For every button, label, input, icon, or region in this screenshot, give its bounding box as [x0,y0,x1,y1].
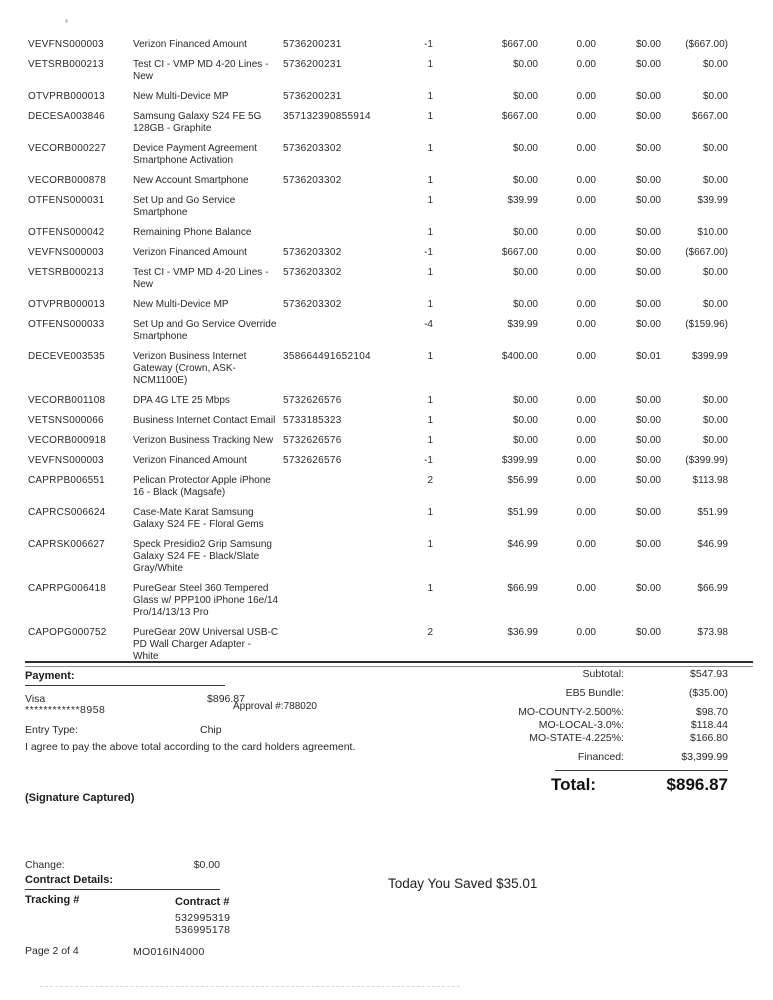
entry-type-label: Entry Type: [25,724,78,736]
item-discount: 0.00 [576,59,596,70]
item-sku: OTFENS000031 [28,195,105,206]
change-value: $0.00 [193,859,220,871]
item-ext-price: ($667.00) [685,247,728,258]
line-item-row [28,580,728,624]
item-discount: 0.00 [576,627,596,638]
item-qty: 1 [427,111,433,122]
contract-numbers-list [175,912,230,936]
change-label: Change: [25,859,65,871]
item-serial: 5736200231 [283,39,342,50]
line-item-row [28,192,728,224]
item-sku: VEVFNS000003 [28,39,104,50]
item-discount: 0.00 [576,39,596,50]
totals-row [398,732,728,744]
totals-row-label: MO-COUNTY-2.500%: [518,706,624,718]
grand-total-value: $896.87 [666,775,728,794]
item-description: New Account Smartphone [133,175,249,186]
totals-row [398,687,728,699]
item-sku: VETSNS000066 [28,415,104,426]
item-ext-price: $0.00 [702,91,728,102]
item-unit-price: $667.00 [501,111,538,122]
item-discount: 0.00 [576,319,596,330]
item-discount: 0.00 [576,435,596,446]
item-ext-price: $0.00 [702,415,728,426]
item-description: New Multi-Device MP [133,91,229,102]
item-tax: $0.00 [635,435,661,446]
item-tax: $0.00 [635,175,661,186]
line-item-row [28,224,728,244]
item-sku: OTVPRB000013 [28,91,105,102]
item-unit-price: $39.99 [507,319,538,330]
item-description: Speck Presidio2 Grip Samsung Galaxy S24 FE - Black/Slate Gray/White [133,539,272,574]
item-serial: 5736203302 [283,299,342,310]
item-description: Test CI - VMP MD 4-20 Lines - New [133,59,269,82]
grand-total-row [398,775,728,795]
line-item-row [28,296,728,316]
totals-row-label: EB5 Bundle: [565,687,624,699]
item-unit-price: $0.00 [512,59,538,70]
payment-amount: $896.87 [207,693,245,705]
item-description: Device Payment Agreement Smartphone Activation [133,143,257,166]
item-unit-price: $36.99 [507,627,538,638]
item-ext-price: $0.00 [702,267,728,278]
item-discount: 0.00 [576,475,596,486]
item-discount: 0.00 [576,415,596,426]
item-ext-price: $46.99 [697,539,728,550]
item-tax: $0.00 [635,195,661,206]
item-ext-price: $51.99 [697,507,728,518]
item-discount: 0.00 [576,143,596,154]
item-qty: 1 [427,91,433,102]
item-serial: 5736200231 [283,91,342,102]
item-unit-price: $46.99 [507,539,538,550]
item-discount: 0.00 [576,395,596,406]
item-description: Samsung Galaxy S24 FE 5G 128GB - Graphite [133,111,262,134]
item-serial: 5736203302 [283,175,342,186]
item-sku: DECESA003846 [28,111,105,122]
item-tax: $0.01 [635,351,661,362]
item-sku: OTFENS000033 [28,319,105,330]
item-tax: $0.00 [635,455,661,466]
item-description: Verizon Business Internet Gateway (Crown, ASK-NCM1100E) [133,351,247,386]
totals-row [398,706,728,718]
item-discount: 0.00 [576,111,596,122]
item-unit-price: $0.00 [512,415,538,426]
line-item-row [28,264,728,296]
item-qty: 1 [427,267,433,278]
item-unit-price: $39.99 [507,195,538,206]
item-discount: 0.00 [576,507,596,518]
item-discount: 0.00 [576,299,596,310]
line-item-row [28,140,728,172]
totals-row [398,668,728,680]
item-tax: $0.00 [635,395,661,406]
item-qty: -1 [424,455,433,466]
item-qty: -1 [424,247,433,258]
totals-row-value: $118.44 [690,719,728,731]
item-tax: $0.00 [635,247,661,258]
item-tax: $0.00 [635,267,661,278]
item-tax: $0.00 [635,415,661,426]
item-description: Verizon Financed Amount [133,247,247,258]
item-tax: $0.00 [635,299,661,310]
item-qty: 2 [427,627,433,638]
line-item-row [28,56,728,88]
item-ext-price: $10.00 [697,227,728,238]
item-discount: 0.00 [576,539,596,550]
line-item-row [28,172,728,192]
item-serial: 357132390855914 [283,111,371,122]
line-item-row [28,36,728,56]
card-number-masked: ************8958 [25,704,106,716]
item-unit-price: $56.99 [507,475,538,486]
item-qty: 1 [427,143,433,154]
item-serial: 5732626576 [283,435,342,446]
item-tax: $0.00 [635,91,661,102]
item-ext-price: $0.00 [702,143,728,154]
item-sku: OTFENS000042 [28,227,105,238]
item-tax: $0.00 [635,507,661,518]
approval-number: Approval #:788020 [233,701,317,712]
item-tax: $0.00 [635,143,661,154]
line-item-row [28,432,728,452]
totals-row-label: MO-STATE-4.225%: [529,732,624,744]
item-tax: $0.00 [635,627,661,638]
line-item-row [28,452,728,472]
item-qty: 1 [427,507,433,518]
payment-underline [25,685,225,686]
item-unit-price: $0.00 [512,227,538,238]
item-discount: 0.00 [576,583,596,594]
item-description: DPA 4G LTE 25 Mbps [133,395,230,406]
item-unit-price: $66.99 [507,583,538,594]
item-description: Verizon Financed Amount [133,39,247,50]
item-ext-price: ($159.96) [685,319,728,330]
item-qty: -1 [424,39,433,50]
totals-row-label: MO-LOCAL-3.0%: [538,719,624,731]
item-sku: CAPRPB006551 [28,475,105,486]
scan-artifact-line [40,986,460,987]
item-serial: 5736203302 [283,247,342,258]
payment-section [25,670,385,753]
item-discount: 0.00 [576,455,596,466]
item-tax: $0.00 [635,475,661,486]
totals-row [398,751,728,763]
line-item-row [28,392,728,412]
item-ext-price: $0.00 [702,175,728,186]
item-tax: $0.00 [635,583,661,594]
item-ext-price: $66.99 [697,583,728,594]
item-sku: VECORB001108 [28,395,106,406]
item-discount: 0.00 [576,175,596,186]
totals-row-label: Subtotal: [582,668,624,680]
item-discount: 0.00 [576,195,596,206]
item-sku: VECORB000227 [28,143,107,154]
line-item-row [28,108,728,140]
section-divider [25,661,753,667]
item-sku: VETSRB000213 [28,267,104,278]
item-unit-price: $51.99 [507,507,538,518]
item-sku: CAPOPG000752 [28,627,107,638]
item-unit-price: $0.00 [512,143,538,154]
item-sku: CAPRPG006418 [28,583,107,594]
item-unit-price: $0.00 [512,175,538,186]
totals-groups [398,668,728,763]
item-ext-price: $399.99 [691,351,728,362]
item-qty: 1 [427,175,433,186]
item-sku: OTVPRB000013 [28,299,105,310]
item-description: PureGear 20W Universal USB-C PD Wall Charger Adapter - White [133,627,279,662]
line-item-row [28,316,728,348]
item-qty: 1 [427,351,433,362]
totals-row-value: ($35.00) [688,687,728,699]
item-sku: CAPRSK006627 [28,539,105,550]
item-description: Set Up and Go Service Smartphone [133,195,236,218]
item-serial: 5733185323 [283,415,342,426]
item-qty: 1 [427,195,433,206]
item-ext-price: $0.00 [702,299,728,310]
item-unit-price: $0.00 [512,267,538,278]
item-serial: 5736200231 [283,59,342,70]
line-item-row [28,244,728,264]
contract-number-header: Contract # [175,896,230,908]
item-qty: 1 [427,435,433,446]
contract-number: 536995178 [175,924,231,936]
totals-row-value: $98.70 [695,706,728,718]
item-serial: 5732626576 [283,395,342,406]
item-sku: VETSRB000213 [28,59,104,70]
totals-row-value: $547.93 [690,668,728,680]
payment-header: Payment: [25,670,75,682]
item-sku: VEVFNS000003 [28,247,104,258]
line-item-row [28,412,728,432]
document-code: MO016IN4000 [133,946,205,958]
payment-method: Visa [25,693,46,705]
contract-details-header: Contract Details: [25,874,114,886]
item-unit-price: $400.00 [501,351,538,362]
line-item-row [28,504,728,536]
item-tax: $0.00 [635,227,661,238]
tracking-number-header: Tracking # [25,894,80,906]
item-description: Verizon Financed Amount [133,455,247,466]
item-ext-price: ($667.00) [685,39,728,50]
item-qty: 1 [427,299,433,310]
item-ext-price: $113.98 [692,475,728,486]
item-ext-price: ($399.99) [685,455,728,466]
item-qty: 1 [427,59,433,70]
item-tax: $0.00 [635,319,661,330]
item-discount: 0.00 [576,227,596,238]
line-item-row [28,348,728,392]
item-unit-price: $399.99 [501,455,538,466]
totals-row-value: $3,399.99 [681,751,728,763]
item-serial: 5732626576 [283,455,342,466]
item-qty: 1 [427,415,433,426]
item-discount: 0.00 [576,267,596,278]
total-divider [555,770,728,771]
item-serial: 358664491652104 [283,351,371,362]
signature-captured-text: (Signature Captured) [25,792,135,804]
item-ext-price: $667.00 [691,111,728,122]
item-description: Test CI - VMP MD 4-20 Lines - New [133,267,269,290]
item-qty: -4 [424,319,433,330]
item-description: Verizon Business Tracking New [133,435,274,446]
item-description: Remaining Phone Balance [133,227,252,238]
item-ext-price: $0.00 [702,435,728,446]
item-description: Set Up and Go Service Override Smartphone [133,319,277,342]
item-sku: VECORB000918 [28,435,107,446]
item-unit-price: $0.00 [512,299,538,310]
savings-message: Today You Saved $35.01 [388,876,538,891]
item-ext-price: $0.00 [702,395,728,406]
item-discount: 0.00 [576,91,596,102]
item-tax: $0.00 [635,111,661,122]
item-sku: VEVFNS000003 [28,455,104,466]
item-sku: VECORB000878 [28,175,107,186]
item-serial: 5736203302 [283,267,342,278]
line-item-row [28,536,728,580]
item-unit-price: $667.00 [501,247,538,258]
item-description: Case-Mate Karat Samsung Galaxy S24 FE - Floral Gems [133,507,264,530]
contract-number: 532995319 [175,912,231,924]
item-discount: 0.00 [576,351,596,362]
item-tax: $0.00 [635,539,661,550]
item-qty: 1 [427,583,433,594]
entry-type-value: Chip [200,724,222,736]
item-description: New Multi-Device MP [133,299,229,310]
cardholder-agreement-text: I agree to pay the above total according to the card holders agreement. [25,741,356,753]
item-ext-price: $39.99 [697,195,728,206]
contract-details-underline [25,889,220,890]
item-unit-price: $0.00 [512,91,538,102]
line-item-row [28,472,728,504]
item-tax: $0.00 [635,59,661,70]
totals-row [398,719,728,731]
item-tax: $0.00 [635,39,661,50]
item-qty: 1 [427,227,433,238]
item-description: Pelican Protector Apple iPhone 16 - Black (Magsafe) [133,475,271,498]
item-qty: 2 [427,475,433,486]
item-qty: 1 [427,539,433,550]
totals-row-label: Financed: [577,751,624,763]
totals-section [398,668,728,795]
item-sku: CAPRCS006624 [28,507,106,518]
page-number: Page 2 of 4 [25,945,79,957]
item-ext-price: $73.98 [697,627,728,638]
totals-row-value: $166.80 [690,732,728,744]
item-unit-price: $0.00 [512,435,538,446]
grand-total-label: Total: [550,775,596,794]
line-item-row [28,88,728,108]
item-ext-price: $0.00 [702,59,728,70]
item-description: Business Internet Contact Email [133,415,276,426]
item-qty: 1 [427,395,433,406]
item-serial: 5736203302 [283,143,342,154]
item-unit-price: $0.00 [512,395,538,406]
item-discount: 0.00 [576,247,596,258]
scan-speck [65,19,68,23]
line-items-table [28,36,728,668]
item-sku: DECEVE003535 [28,351,105,362]
item-description: PureGear Steel 360 Tempered Glass w/ PPP100 iPhone 16e/14 Pro/14/13/13 Pro [133,583,279,618]
item-unit-price: $667.00 [501,39,538,50]
